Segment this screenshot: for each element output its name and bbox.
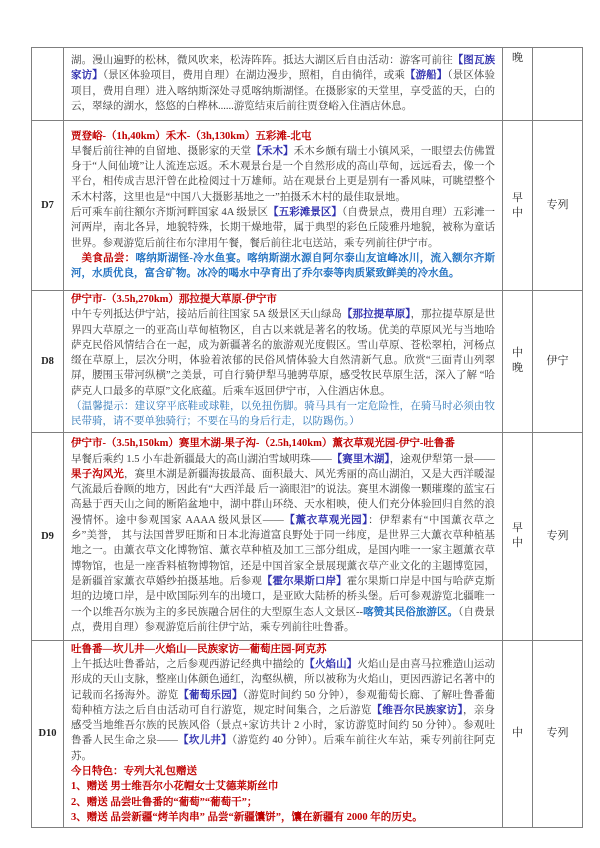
text-segment: 【霍尔果斯口岸】	[261, 575, 347, 587]
text-segment: ，途观伊犁第一景——	[389, 453, 496, 465]
paragraph	[71, 399, 495, 430]
text-segment: （温馨提示：建议穿平底鞋或球鞋，以免扭伤脚。骑马具有一定危险性，在骑马时必须由牧民带骑，请不要单独骑行；不要在马的身后行走，以防踢伤。）	[71, 401, 495, 428]
itinerary-row	[32, 291, 583, 433]
paragraph	[71, 292, 495, 307]
meals-cell	[503, 640, 533, 828]
text-segment: （景区体验项目，费用自理）进入喀纳斯深处寻觅喀纳斯湖怪。在摄影家的天堂里，享受蓝的天，白的云，翠绿的湖水，悠悠的白桦林......游览结束后前往贾登峪入住酒店休息。	[71, 70, 496, 112]
text-segment: 【游船】	[404, 70, 448, 82]
meals-cell	[503, 121, 533, 291]
meal-label: 晚	[512, 52, 523, 64]
text-segment: 【火焰山】	[304, 658, 358, 670]
paragraph	[71, 795, 495, 810]
paragraph	[71, 657, 495, 764]
day-content	[64, 640, 503, 828]
text-segment: 美食品尝：	[81, 252, 136, 264]
text-segment: 3、赠送 品尝新疆“烤羊肉串” 品尝“新疆馕饼”，馕在新疆有 2000 年的历史。	[71, 811, 423, 823]
itinerary-row	[32, 640, 583, 828]
meals-cell	[503, 48, 533, 121]
text-segment: 上午抵达吐鲁番站，之后参观西游记经典中描绘的	[71, 658, 305, 670]
text-segment: 【五彩滩景区】	[268, 207, 342, 218]
text-segment: 霍尔果斯口岸是中国与哈萨克斯坦的边境口岸，是中欧国际列车的出境口，是亚欧大陆桥的桥头堡。后可参观游览北疆唯一一个以维吾尔族为主的多民族融合居住的大型原生态人文景区--	[71, 575, 496, 618]
text-segment: 2、赠送 品尝吐鲁番的“葡萄”“葡萄干”；	[71, 796, 258, 808]
text-segment: 喀赞其民俗旅游区。	[363, 606, 459, 618]
text-segment: 伊宁市-（3.5h,150km）赛里木湖-果子沟-（2.5h,140km）薰衣草观光园-伊宁-吐鲁番	[71, 438, 455, 450]
text-segment: 【禾木】	[251, 145, 294, 157]
meal-label: 中	[512, 206, 523, 219]
day-label: D9	[32, 432, 64, 640]
text-segment: 贾登峪-（1h,40km）禾木-（3h,130km）五彩滩-北屯	[71, 130, 312, 142]
text-segment: （自费景点，费用自理）参观游览后前往伊宁站，乘专列前往吐鲁番。	[71, 606, 495, 633]
day-content	[64, 121, 503, 291]
paragraph	[71, 764, 495, 779]
itinerary-row	[32, 121, 583, 291]
day-label: D7	[32, 121, 64, 291]
text-segment: （游览时间约 50 分钟），参观葡萄长廊、了解吐鲁番葡萄种植方法之后自由活动可自行游览，规定时间集合，之后游览	[71, 689, 496, 716]
paragraph	[71, 307, 495, 399]
paragraph	[71, 205, 495, 251]
itinerary-row	[32, 48, 583, 121]
text-segment: 早餐后乘约 1.5 小车赴新疆最大的高山湖泊雪域明珠——	[71, 453, 332, 465]
text-segment: 吐鲁番—坎儿井—火焰山—民族家访—葡萄庄园-阿克苏	[71, 643, 327, 655]
text-segment: （游览约 40 分钟）。后乘车前往火车站，乘专列前往阿克苏。	[71, 735, 496, 762]
transport-cell: 专列	[533, 121, 583, 291]
transport-cell	[533, 48, 583, 121]
text-segment: 果子沟风光	[71, 468, 125, 480]
meal-label: 早	[512, 522, 523, 535]
meal-label: 早	[512, 191, 523, 204]
text-segment: 火焰山是由喜马拉雅造山运动形成的天山支脉，整座山体颜色通红，沟壑纵横，所以被称为火焰山，更因西游记名著中的记载而名扬海外。游览	[71, 658, 496, 701]
text-segment: ，赛里木湖是新疆海拔最高、面积最大、风光秀丽的高山湖泊，又是大西洋暖湿气流最后眷顾的地方，因此有“大西洋最 后一滴眼泪”的说法。赛里木湖像一颗璀璨的蓝宝石高悬于西天山之间的断陷盆地中，湖中群山环绕、天水相映，使人们充分体验回归自然的浪漫情怀。途中参观国家 AAAA 级风景区——	[71, 468, 496, 526]
text-segment: ，亲身感受当地维吾尔族的民族风俗（景点+家访共计 2 小时，家访游览时间约 50 分钟）。参观吐鲁番人民生命之泉——	[71, 704, 496, 747]
text-segment: 中午专列抵达伊宁站，接站后前往国家 5A 级景区天山绿岛	[71, 309, 342, 321]
paragraph	[71, 129, 495, 144]
text-segment: 喀纳斯湖怪-冷水鱼宴。喀纳斯湖水源自阿尔泰山友谊峰冰川，流入额尔齐斯河，水质优良，富含矿物。冰冷的喝水中孕育出了乔尔泰等肉质紧致鲜美的冷水鱼。	[71, 252, 496, 280]
paragraph	[71, 53, 495, 114]
text-segment: 【那拉提草原】	[341, 309, 411, 321]
paragraph	[71, 436, 495, 451]
paragraph	[71, 251, 495, 282]
text-segment: 1、赠送 男士维吾尔小花帽女士艾德莱斯丝巾	[71, 781, 279, 793]
day-label	[32, 48, 64, 121]
meal-label: 晚	[512, 362, 523, 375]
transport-cell: 专列	[533, 640, 583, 828]
transport-cell: 伊宁	[533, 291, 583, 433]
paragraph	[71, 779, 495, 794]
text-segment: 禾木乡颇有瑞士小镇风采，一眼望去仿佛置身于“人间仙境”让人流连忘返。禾木观景台是一个自然形成的高山草甸，远远看去，像一个平台，相传成吉思汗曾在此检阅过十万雄师。站在观景台上更是别有一番风味，可眺望整个禾木村落，这里也是“中国八大摄影基地之一”拍摄禾木村的最佳取景地。	[71, 145, 496, 203]
itinerary-table-body	[32, 48, 583, 828]
text-segment: 伊宁市-（3.5h,270km）那拉提大草原-伊宁市	[71, 294, 277, 305]
text-segment: 【赛里木湖】	[331, 453, 390, 465]
itinerary-row	[32, 432, 583, 640]
meal-label: 中	[512, 727, 523, 740]
meal-label: 中	[512, 347, 523, 360]
itinerary-table	[31, 47, 583, 828]
meals-cell	[503, 432, 533, 640]
transport-cell: 专列	[533, 432, 583, 640]
text-segment: 【坎儿井】	[177, 735, 232, 747]
paragraph	[71, 144, 495, 205]
meal-label: 中	[512, 537, 523, 550]
meals-cell	[503, 291, 533, 433]
text-segment: 湖。漫山遍野的松林，微风吹来，松涛阵阵。抵达大湖区后自由活动：游客可前往	[71, 54, 453, 66]
text-segment: 【薰衣草观光园】	[283, 514, 369, 526]
day-content	[64, 48, 503, 121]
day-content	[64, 432, 503, 640]
text-segment: 【维吾尔民族家访】	[371, 704, 464, 716]
text-segment: ：伊犁素有“中国薰衣草之乡”美誉， 其与法国普罗旺斯和日本北海道富良野处于同一纬度，是世界三大薰衣草种植基地之一。由薰衣草文化博物馆、薰衣草种植及加工三部分组成，是国内唯一一家主题薰衣草博物馆，也是一座香料植物博物馆，还是中国首家全景展现薰衣草产业文化的主题博览园，是新疆首家薰衣草婚纱拍摄基地。后参观	[71, 514, 495, 587]
text-segment: 专列大礼包赠送	[123, 766, 197, 778]
day-label: D10	[32, 640, 64, 828]
paragraph	[71, 642, 495, 657]
day-label: D8	[32, 291, 64, 433]
text-segment: （景区体验项目，费用自理）在湖边漫步，照相，自由徜徉，或乘	[102, 70, 405, 82]
text-segment: 【葡萄乐园】	[178, 689, 243, 701]
text-segment: 早餐后前往神的自留地、摄影家的天堂	[71, 145, 252, 157]
text-segment: 【图瓦族家访】	[71, 54, 496, 82]
text-segment: 今日特色：	[71, 766, 124, 778]
text-segment: 后可乘车前往额尔齐斯河畔国家 4A 级景区	[71, 207, 269, 218]
paragraph	[71, 452, 495, 636]
text-segment: ，那拉提草原是世界四大草原之一的亚高山草甸植物区，自古以来就是著名的牧场。优美的草原风光与当地哈萨克民俗风情结合在一起，成为新疆著名的旅游观光度假区。雪山草原、苍松翠柏，河杨点缀在草原上，层次分明，体验着浓郁的民俗风情体验大自然清新气息。欣赏“三面青山列翠屏，腰围玉带河纵横”之美景，可自行骑伊犁马驰骋草原，感受牧民草原生活，深入了解 “哈萨克人口最多的草原”文化底蕴。后乘车返回伊宁市，入住酒店休息。	[71, 309, 496, 397]
day-content	[64, 291, 503, 433]
text-segment: （自费景点，费用自理）五彩滩一河两岸，南北各异，地貌特殊，长期干燥地带，属于典型的彩色丘陵雅丹地貌，被称为童话世界。参观游览后前往布尔津用午餐，餐后前往北屯送站，乘专列前往伊宁市。	[71, 207, 496, 249]
paragraph	[71, 810, 495, 825]
